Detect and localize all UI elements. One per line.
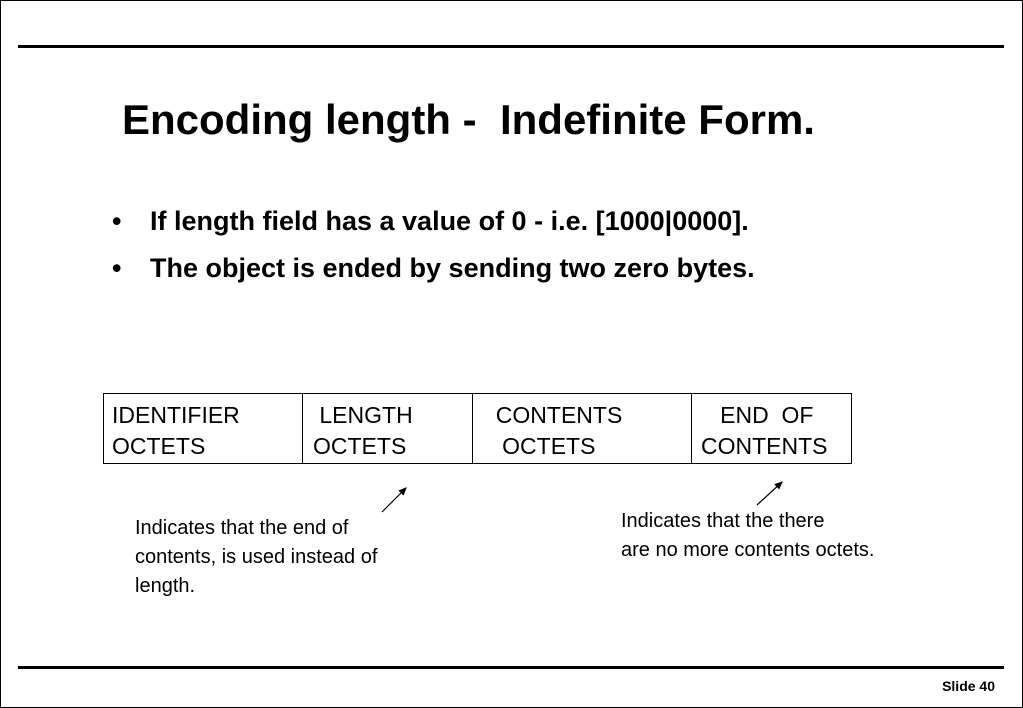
segment-end-of-contents: END OF CONTENTS (691, 394, 851, 463)
arrow-to-end-of-contents-icon (757, 482, 782, 505)
segment-contents: CONTENTS OCTETS (472, 394, 691, 463)
arrow-to-length-icon (382, 488, 406, 512)
bullet-dot-icon: • (112, 206, 122, 236)
slide-title: Encoding length - Indefinite Form. (122, 96, 815, 143)
bullet-item: • If length field has a value of 0 - i.e. [1000|0000]. (112, 206, 749, 236)
note-right: Indicates that the there are no more contents octets. (621, 510, 875, 561)
bullet-dot-icon: • (112, 253, 122, 283)
segment-identifier: IDENTIFIER OCTETS (112, 402, 240, 459)
slide-number: Slide 40 (942, 678, 995, 694)
segment-length: LENGTH OCTETS (302, 394, 472, 463)
bullet-item: • The object is ended by sending two zero bytes. (112, 253, 755, 283)
bottom-rule (18, 666, 1004, 669)
note-left: Indicates that the end of contents, is used instead of length. (135, 517, 378, 597)
